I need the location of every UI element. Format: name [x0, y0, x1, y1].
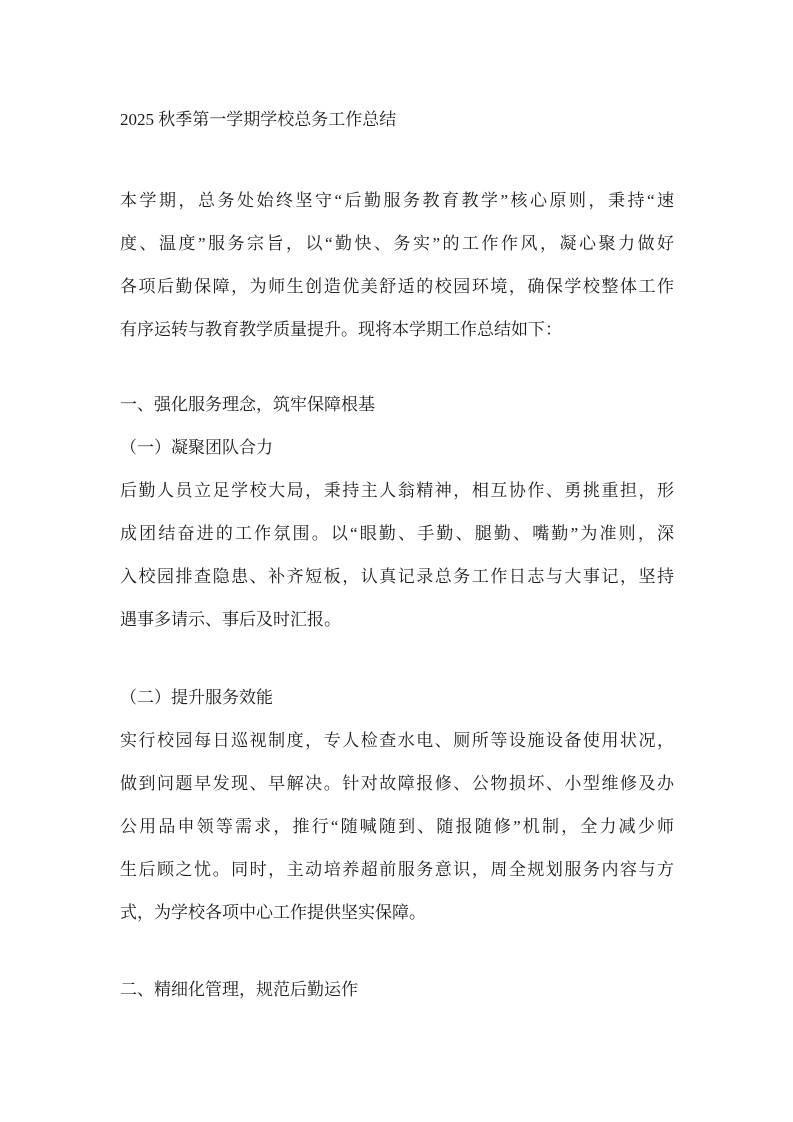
- document-title: 2025 秋季第一学期学校总务工作总结: [120, 110, 397, 129]
- document-body: [120, 0, 674, 1011]
- paragraph-line: 有序运转与教育教学质量提升。现将本学期工作总结如下：: [120, 320, 562, 339]
- intro-paragraph: [120, 179, 674, 351]
- paragraph-line: 入校园排查隐患、补齐短板，认真记录总务工作日志与大事记，坚持: [120, 567, 674, 586]
- section-1-heading: 一、强化服务理念，筑牢保障根基: [120, 395, 375, 414]
- blank-line: [120, 141, 674, 179]
- blank-line: [120, 641, 674, 676]
- section-2-heading: 二、精细化管理，规范后勤运作: [120, 980, 358, 999]
- subsection-1-2-heading: （二）提升服务效能: [120, 688, 273, 707]
- paragraph-line: 成团结奋进的工作氛围。以“眼勤、手勤、腿勤、嘴勤”为准则，深: [120, 524, 674, 543]
- paragraph-line: 各项后勤保障，为师生创造优美舒适的校园环境，确保学校整体工作: [120, 277, 674, 296]
- paragraph-line: 度、温度”服务宗旨，以“勤快、务实”的工作作风，凝心聚力做好: [120, 234, 674, 253]
- paragraph-line: 遇事多请示、事后及时汇报。: [120, 610, 341, 629]
- paragraph-line: 式，为学校各项中心工作提供坚实保障。: [120, 903, 426, 922]
- subsection-1-1-heading: （一）凝聚团队合力: [120, 438, 273, 457]
- paragraph-line: 做到问题早发现、早解决。针对故障报修、公物损坏、小型维修及办: [120, 774, 674, 793]
- subsection-1-1-paragraph: [120, 469, 674, 641]
- paragraph-line: 生后顾之忧。同时，主动培养超前服务意识，周全规划服务内容与方: [120, 860, 674, 879]
- paragraph-line: 公用品申领等需求，推行“随喊随到、随报随修”机制，全力减少师: [120, 817, 674, 836]
- blank-line: [120, 934, 674, 968]
- blank-line: [120, 351, 674, 383]
- paragraph-line: 实行校园每日巡视制度，专人检查水电、厕所等设施设备使用状况，: [120, 731, 674, 750]
- subsection-1-2-paragraph: [120, 719, 674, 934]
- paragraph-line: 后勤人员立足学校大局，秉持主人翁精神，相互协作、勇挑重担，形: [120, 481, 674, 500]
- paragraph-line: 本学期，总务处始终坚守“后勤服务教育教学”核心原则，秉持“速: [120, 191, 674, 210]
